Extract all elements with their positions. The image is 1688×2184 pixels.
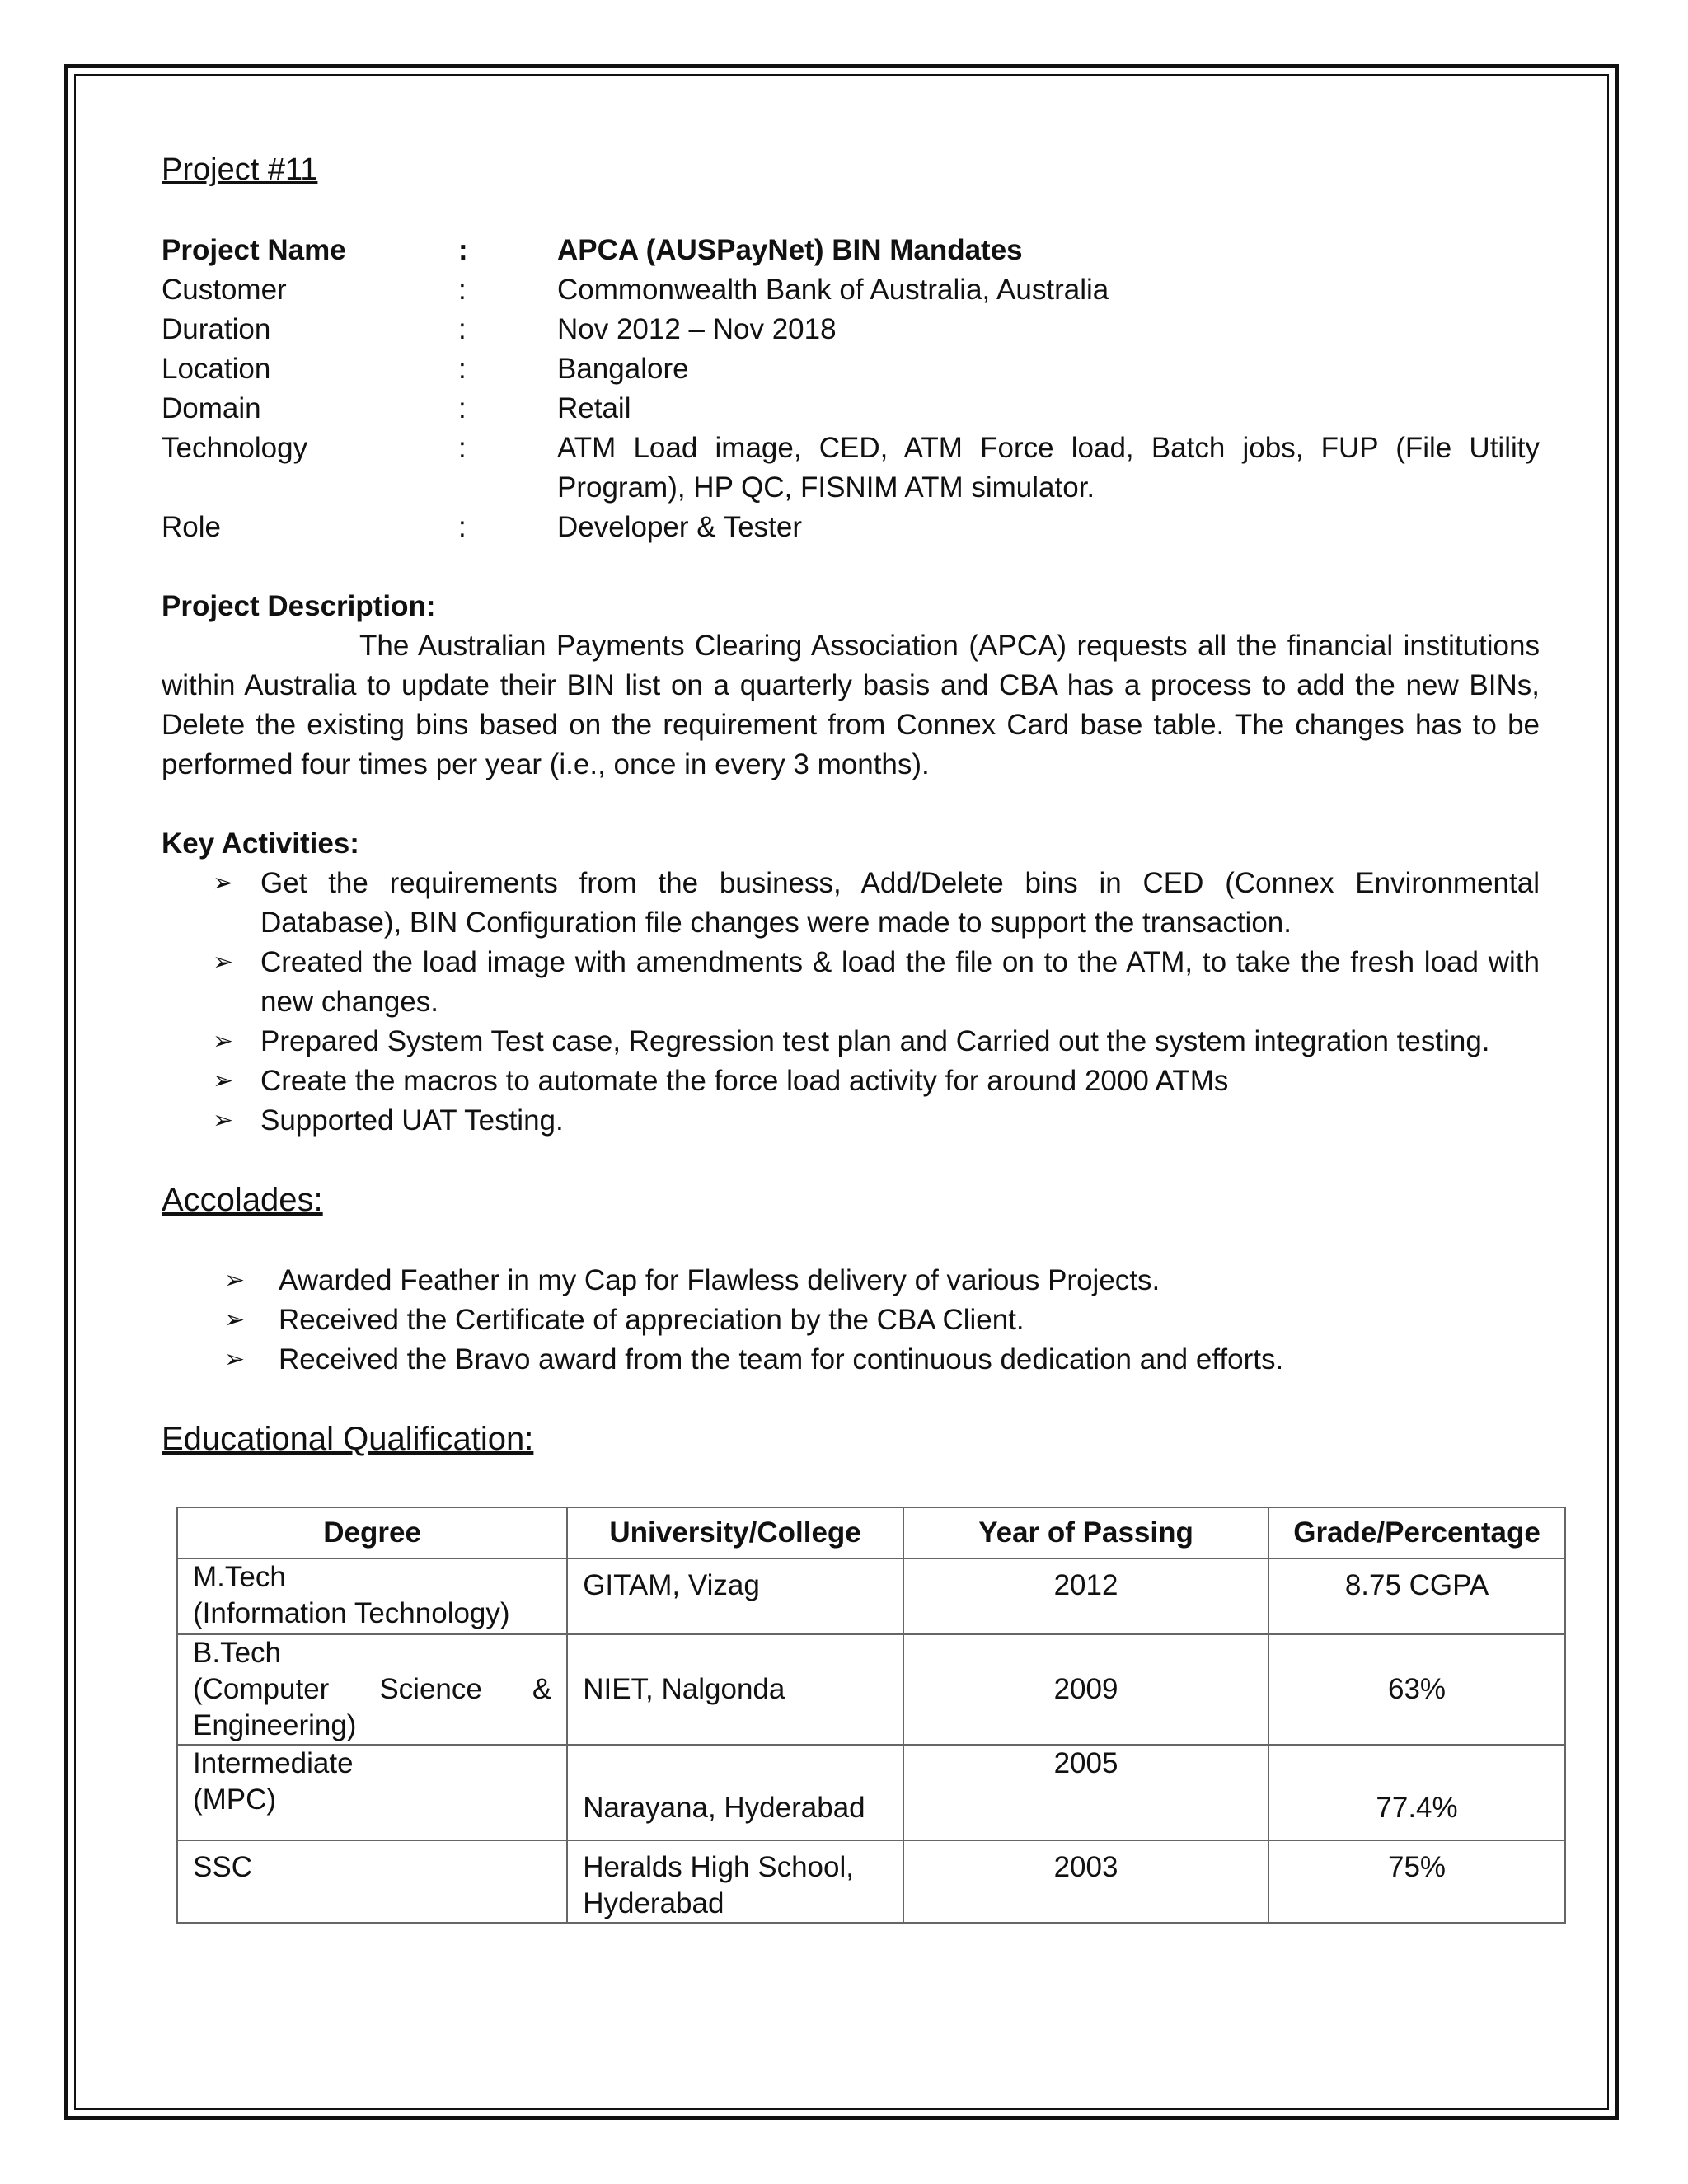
arrow-bullet-icon: ➢ — [224, 1346, 246, 1373]
table-row — [177, 1634, 1565, 1745]
description-heading: Project Description: — [162, 590, 436, 622]
degree-name: Intermediate — [193, 1747, 354, 1779]
detail-label: Location — [162, 353, 271, 385]
detail-row-domain — [162, 389, 1540, 429]
university-cell: NIET, Nalgonda — [567, 1634, 903, 1745]
detail-colon: : — [458, 313, 467, 345]
degree-name: B.Tech — [193, 1637, 281, 1669]
list-item-text: Prepared System Test case, Regression test plan and Carried out the system integration testing. — [260, 1025, 1490, 1057]
list-item-text: Created the load image with amendments & load the file on to the ATM, to take the fresh load with new changes. — [260, 946, 1540, 1018]
column-header: Grade/Percentage — [1268, 1507, 1565, 1558]
detail-row-project-name — [162, 231, 1540, 270]
degree-cell — [177, 1634, 567, 1745]
accolades-list — [162, 1261, 1540, 1380]
list-item — [162, 943, 1540, 1022]
arrow-bullet-icon: ➢ — [224, 1267, 246, 1294]
table-row — [177, 1558, 1565, 1634]
detail-row-location — [162, 349, 1540, 389]
table-row — [177, 1840, 1565, 1923]
list-item — [162, 1261, 1540, 1301]
list-item — [162, 1301, 1540, 1340]
detail-colon: : — [458, 274, 467, 306]
project-details — [162, 231, 1540, 547]
year-cell: 2012 — [903, 1558, 1268, 1634]
list-item-text: Supported UAT Testing. — [260, 1104, 564, 1137]
degree-specialization-text: (Computer Science & Engineering) — [193, 1673, 552, 1741]
detail-label: Technology — [162, 432, 308, 464]
detail-value: Bangalore — [557, 353, 689, 385]
list-item — [162, 1022, 1540, 1062]
table-row — [177, 1745, 1565, 1840]
education-table — [176, 1507, 1566, 1924]
degree-specialization: (MPC) — [193, 1783, 277, 1816]
grade-cell: 63% — [1268, 1634, 1565, 1745]
list-item-text: Get the requirements from the business, Add/Delete bins in CED (Connex Environmental Database), BIN Configuration file changes were made to support the transaction. — [260, 867, 1540, 939]
detail-colon: : — [458, 511, 467, 543]
detail-colon: : — [458, 432, 467, 464]
list-item — [162, 1101, 1540, 1141]
university-cell: GITAM, Vizag — [567, 1558, 903, 1634]
university-cell: Narayana, Hyderabad — [567, 1745, 903, 1840]
list-item-text: Awarded Feather in my Cap for Flawless delivery of various Projects. — [279, 1264, 1160, 1296]
degree-specialization — [193, 1671, 551, 1744]
grade-cell: 77.4% — [1268, 1745, 1565, 1840]
arrow-bullet-icon: ➢ — [213, 869, 234, 897]
resume-content — [162, 140, 1540, 1459]
arrow-bullet-icon: ➢ — [213, 1028, 234, 1055]
project-title: Project #11 — [162, 152, 318, 187]
detail-value: Developer & Tester — [557, 511, 803, 543]
arrow-bullet-icon: ➢ — [213, 1067, 234, 1094]
column-header: University/College — [567, 1507, 903, 1558]
degree-cell — [177, 1558, 567, 1634]
degree-name: M.Tech — [193, 1561, 286, 1593]
year-cell: 2009 — [903, 1634, 1268, 1745]
column-header: Degree — [177, 1507, 567, 1558]
list-item — [162, 1340, 1540, 1380]
detail-row-customer — [162, 270, 1540, 310]
arrow-bullet-icon: ➢ — [213, 949, 234, 976]
accolades-heading: Accolades: — [162, 1182, 323, 1218]
activities-list — [162, 864, 1540, 1141]
detail-colon: : — [458, 392, 467, 424]
activities-heading: Key Activities: — [162, 827, 359, 860]
arrow-bullet-icon: ➢ — [224, 1306, 246, 1333]
year-cell: 2003 — [903, 1840, 1268, 1923]
education-heading: Educational Qualification: — [162, 1421, 534, 1457]
detail-row-technology — [162, 429, 1540, 508]
grade-cell: 75% — [1268, 1840, 1565, 1923]
arrow-bullet-icon: ➢ — [213, 1107, 234, 1134]
detail-label: Project Name — [162, 234, 346, 266]
degree-cell — [177, 1745, 567, 1840]
detail-value: Nov 2012 – Nov 2018 — [557, 313, 837, 345]
list-item-text: Received the Certificate of appreciation by the CBA Client. — [279, 1304, 1025, 1336]
detail-colon: : — [458, 234, 468, 266]
detail-value: APCA (AUSPayNet) BIN Mandates — [557, 234, 1023, 266]
grade-cell: 8.75 CGPA — [1268, 1558, 1565, 1634]
table-header-row — [177, 1507, 1565, 1558]
detail-colon: : — [458, 353, 467, 385]
detail-label: Role — [162, 511, 221, 543]
list-item-text: Received the Bravo award from the team for continuous dedication and efforts. — [279, 1343, 1284, 1376]
degree-cell: SSC — [177, 1840, 567, 1923]
university-cell: Heralds High School, Hyderabad — [567, 1840, 903, 1923]
detail-label: Duration — [162, 313, 271, 345]
detail-value: Retail — [557, 392, 631, 424]
detail-value: ATM Load image, CED, ATM Force load, Batch jobs, FUP (File Utility Program), HP QC, FISNIM ATM simulator. — [557, 432, 1540, 504]
project-description: The Australian Payments Clearing Association (APCA) requests all the financial institutions within Australia to update their BIN list on a quarterly basis and CBA has a process to add the new BINs, Delete the existing bins based on the requirement from Connex Card base table. The changes has to be performed four times per year (i.e., once in every 3 months). — [162, 630, 1540, 780]
degree-specialization: (Information Technology) — [193, 1597, 510, 1629]
column-header: Year of Passing — [903, 1507, 1268, 1558]
detail-row-role — [162, 508, 1540, 547]
detail-row-duration — [162, 310, 1540, 349]
detail-value: Commonwealth Bank of Australia, Australia — [557, 274, 1109, 306]
list-item — [162, 864, 1540, 943]
year-cell: 2005 — [903, 1745, 1268, 1840]
list-item — [162, 1062, 1540, 1101]
detail-label: Customer — [162, 274, 287, 306]
list-item-text: Create the macros to automate the force load activity for around 2000 ATMs — [260, 1065, 1229, 1097]
detail-label: Domain — [162, 392, 261, 424]
